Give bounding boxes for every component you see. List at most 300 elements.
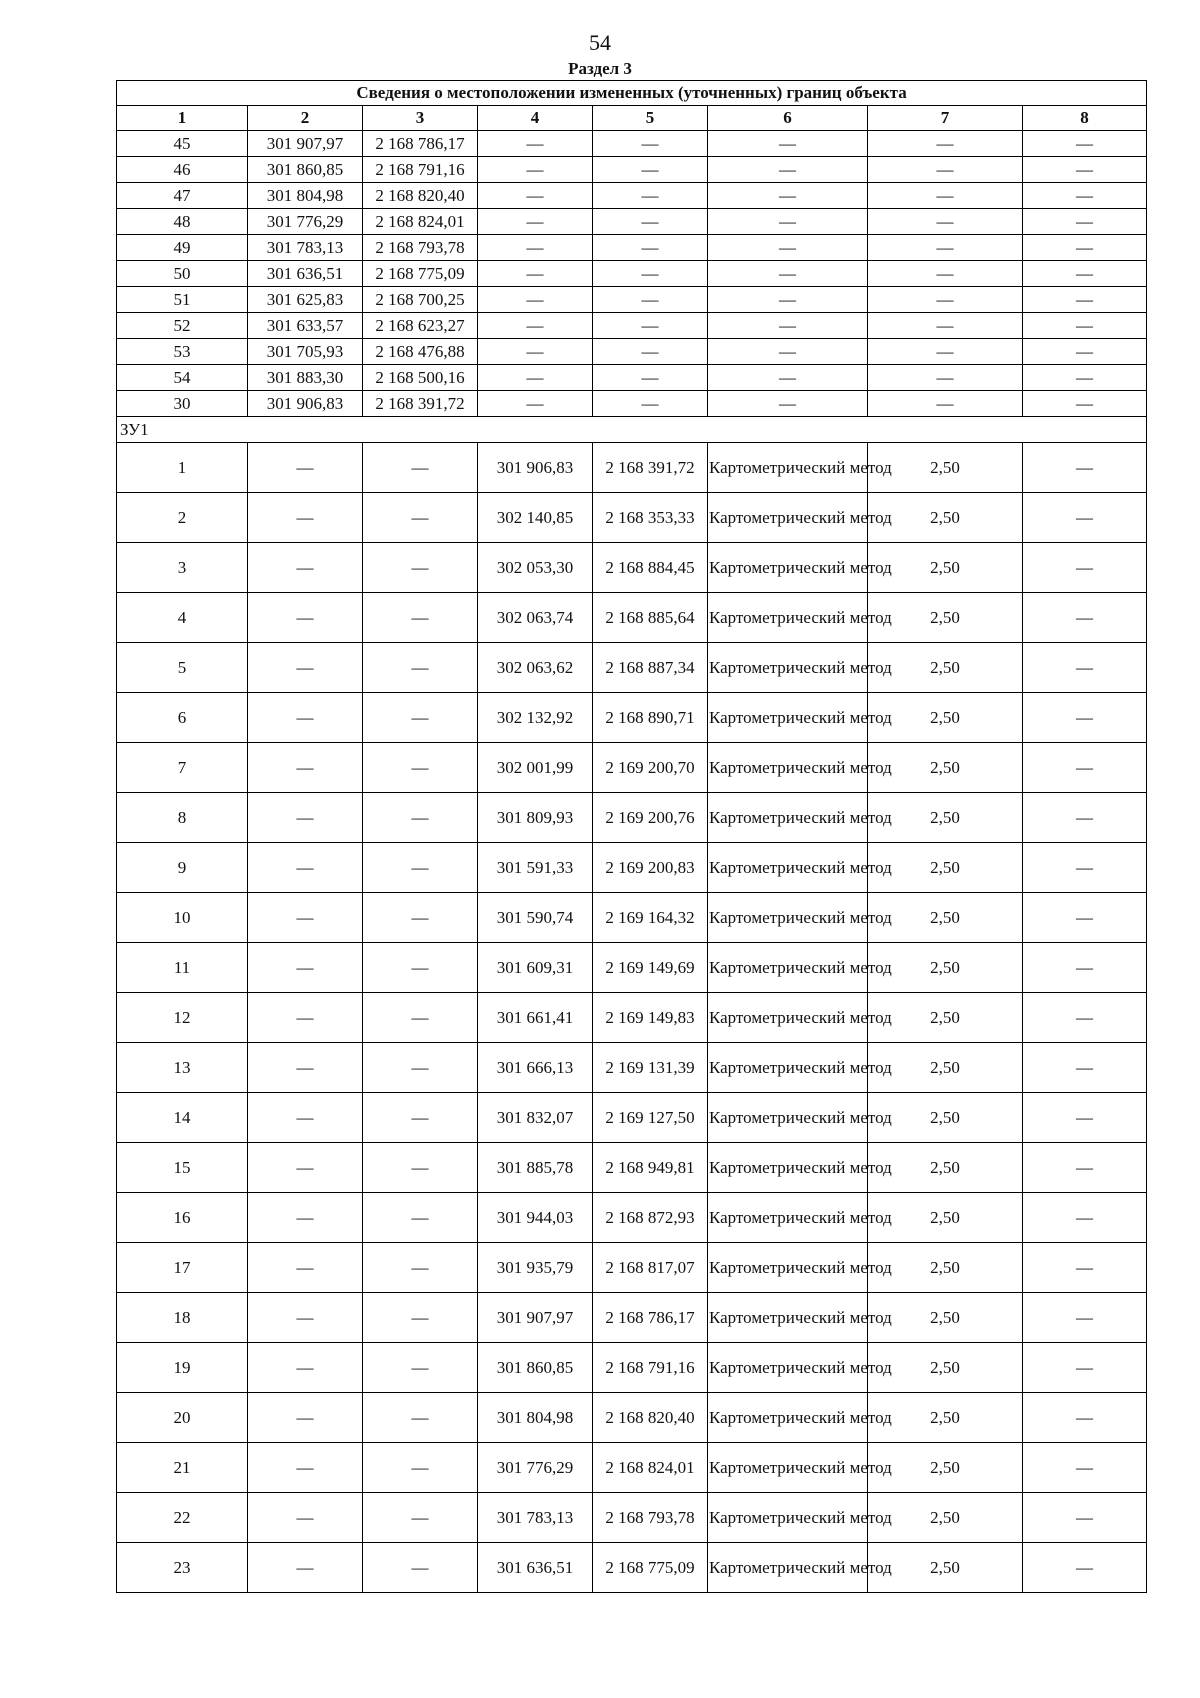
table-cell: — xyxy=(868,261,1023,287)
table-cell: — xyxy=(363,993,478,1043)
table-cell: 51 xyxy=(117,287,248,313)
table-cell: 1 xyxy=(117,443,248,493)
table-row xyxy=(117,1443,1147,1493)
table-cell: 2,50 xyxy=(868,443,1023,493)
table-row xyxy=(117,391,1147,417)
table-cell: — xyxy=(1023,1243,1147,1293)
table-cell: — xyxy=(478,365,593,391)
table-cell: 302 063,74 xyxy=(478,593,593,643)
table-cell: 2 169 127,50 xyxy=(593,1093,708,1143)
table-cell: 22 xyxy=(117,1493,248,1543)
table-row xyxy=(117,543,1147,593)
table-cell: — xyxy=(363,1343,478,1393)
table-cell: — xyxy=(248,443,363,493)
table-cell: — xyxy=(593,365,708,391)
table-cell: 301 776,29 xyxy=(248,209,363,235)
table-cell: 14 xyxy=(117,1093,248,1143)
table-cell: Картометрический метод xyxy=(708,1493,868,1543)
table-cell: — xyxy=(363,1493,478,1543)
table-cell: 301 832,07 xyxy=(478,1093,593,1143)
table-cell: 9 xyxy=(117,843,248,893)
table-cell: — xyxy=(708,235,868,261)
table-cell: 301 633,57 xyxy=(248,313,363,339)
table-row xyxy=(117,1293,1147,1343)
table-cell: 2,50 xyxy=(868,1143,1023,1193)
table-cell: 20 xyxy=(117,1393,248,1443)
table-cell: 302 053,30 xyxy=(478,543,593,593)
table-cell: 2,50 xyxy=(868,843,1023,893)
table-row xyxy=(117,1193,1147,1243)
table-cell: — xyxy=(1023,543,1147,593)
table-cell: — xyxy=(248,1293,363,1343)
table-cell: 301 804,98 xyxy=(248,183,363,209)
table-cell: 17 xyxy=(117,1243,248,1293)
table-cell: 2 168 391,72 xyxy=(593,443,708,493)
table-cell: 2,50 xyxy=(868,1093,1023,1143)
table-cell: 2 xyxy=(117,493,248,543)
table-cell: 301 906,83 xyxy=(478,443,593,493)
table-cell: — xyxy=(363,443,478,493)
table-cell: 301 636,51 xyxy=(478,1543,593,1593)
table-cell: — xyxy=(1023,131,1147,157)
table-cell: — xyxy=(1023,443,1147,493)
table-cell: 2 168 885,64 xyxy=(593,593,708,643)
table-cell: — xyxy=(248,1043,363,1093)
table-cell: — xyxy=(363,593,478,643)
table-cell: — xyxy=(868,183,1023,209)
table-cell: — xyxy=(593,157,708,183)
table-cell: 12 xyxy=(117,993,248,1043)
table-title-row xyxy=(117,81,1147,106)
table-cell: — xyxy=(248,493,363,543)
table-row xyxy=(117,1393,1147,1443)
table-cell: — xyxy=(248,893,363,943)
table-cell: 301 907,97 xyxy=(478,1293,593,1343)
table-row xyxy=(117,209,1147,235)
table-cell: 2,50 xyxy=(868,893,1023,943)
table-cell: 2,50 xyxy=(868,1193,1023,1243)
table-cell: 4 xyxy=(117,593,248,643)
group-label: ЗУ1 xyxy=(117,417,1147,443)
table-cell: 301 666,13 xyxy=(478,1043,593,1093)
table-cell: — xyxy=(868,131,1023,157)
column-header: 1 xyxy=(117,106,248,131)
table-cell: 301 590,74 xyxy=(478,893,593,943)
table-cell: Картометрический метод xyxy=(708,1293,868,1343)
table-cell: 2,50 xyxy=(868,1443,1023,1493)
table-cell: — xyxy=(363,1293,478,1343)
table-cell: 18 xyxy=(117,1293,248,1343)
table-row xyxy=(117,1143,1147,1193)
table-cell: 2,50 xyxy=(868,1493,1023,1543)
table-cell: 3 xyxy=(117,543,248,593)
table-cell: 16 xyxy=(117,1193,248,1243)
table-cell: 2 169 164,32 xyxy=(593,893,708,943)
table-cell: 301 809,93 xyxy=(478,793,593,843)
table-cell: 2,50 xyxy=(868,993,1023,1043)
table-cell: — xyxy=(248,543,363,593)
table-cell: 2 169 149,83 xyxy=(593,993,708,1043)
table-cell: 15 xyxy=(117,1143,248,1193)
table-cell: 2 168 890,71 xyxy=(593,693,708,743)
table-cell: — xyxy=(1023,339,1147,365)
table-cell: — xyxy=(478,131,593,157)
table-cell: 30 xyxy=(117,391,248,417)
table-cell: — xyxy=(868,209,1023,235)
table-cell: Картометрический метод xyxy=(708,493,868,543)
table-cell: 2 169 149,69 xyxy=(593,943,708,993)
table-cell: — xyxy=(1023,743,1147,793)
table-cell: 2,50 xyxy=(868,543,1023,593)
table-row xyxy=(117,643,1147,693)
table-cell: — xyxy=(868,365,1023,391)
table-cell: Картометрический метод xyxy=(708,743,868,793)
column-header: 3 xyxy=(363,106,478,131)
table-row xyxy=(117,287,1147,313)
table-cell: 301 906,83 xyxy=(248,391,363,417)
table-cell: 301 609,31 xyxy=(478,943,593,993)
table-cell: — xyxy=(478,157,593,183)
table-cell: 10 xyxy=(117,893,248,943)
table-row xyxy=(117,443,1147,493)
table-cell: Картометрический метод xyxy=(708,643,868,693)
table-cell: — xyxy=(1023,1543,1147,1593)
table-cell: 2 169 200,83 xyxy=(593,843,708,893)
table-cell: Картометрический метод xyxy=(708,593,868,643)
table-cell: 46 xyxy=(117,157,248,183)
table-cell: 2,50 xyxy=(868,1293,1023,1343)
column-header: 6 xyxy=(708,106,868,131)
table-cell: 301 944,03 xyxy=(478,1193,593,1243)
table-cell: 2 168 791,16 xyxy=(363,157,478,183)
column-header: 4 xyxy=(478,106,593,131)
table-cell: 11 xyxy=(117,943,248,993)
table-row xyxy=(117,943,1147,993)
table-cell: 301 907,97 xyxy=(248,131,363,157)
table-cell: — xyxy=(868,313,1023,339)
table-cell: 2 168 887,34 xyxy=(593,643,708,693)
boundary-coordinates-table xyxy=(116,80,1147,1593)
table-cell: 2 168 775,09 xyxy=(363,261,478,287)
table-cell: — xyxy=(708,261,868,287)
table-cell: Картометрический метод xyxy=(708,1543,868,1593)
table-cell: 301 783,13 xyxy=(478,1493,593,1543)
table-cell: — xyxy=(363,743,478,793)
table-cell: Картометрический метод xyxy=(708,1343,868,1393)
table-cell: Картометрический метод xyxy=(708,443,868,493)
table-cell: Картометрический метод xyxy=(708,993,868,1043)
table-cell: 47 xyxy=(117,183,248,209)
table-cell: — xyxy=(593,183,708,209)
table-cell: — xyxy=(248,593,363,643)
table-row xyxy=(117,131,1147,157)
table-cell: Картометрический метод xyxy=(708,1093,868,1143)
table-cell: 2 168 824,01 xyxy=(363,209,478,235)
table-cell: — xyxy=(363,1193,478,1243)
table-cell: 301 705,93 xyxy=(248,339,363,365)
table-cell: 50 xyxy=(117,261,248,287)
table-cell: — xyxy=(708,365,868,391)
table-cell: — xyxy=(593,339,708,365)
table-cell: — xyxy=(708,183,868,209)
table-cell: — xyxy=(868,391,1023,417)
table-cell: 2,50 xyxy=(868,1393,1023,1443)
table-cell: — xyxy=(363,493,478,543)
table-cell: — xyxy=(248,643,363,693)
table-cell: — xyxy=(1023,235,1147,261)
table-cell: — xyxy=(248,1093,363,1143)
table-cell: — xyxy=(248,1493,363,1543)
table-cell: — xyxy=(1023,261,1147,287)
column-header-row xyxy=(117,106,1147,131)
table-cell: 301 935,79 xyxy=(478,1243,593,1293)
table-cell: — xyxy=(1023,693,1147,743)
table-cell: — xyxy=(1023,1493,1147,1543)
table-cell: — xyxy=(363,1093,478,1143)
table-cell: — xyxy=(248,1443,363,1493)
table-cell: — xyxy=(1023,183,1147,209)
table-cell: — xyxy=(593,261,708,287)
table-cell: 2 169 131,39 xyxy=(593,1043,708,1093)
table-cell: 2,50 xyxy=(868,1043,1023,1093)
table-cell: — xyxy=(1023,993,1147,1043)
table-row xyxy=(117,593,1147,643)
table-cell: — xyxy=(363,543,478,593)
table-cell: — xyxy=(478,183,593,209)
table-cell: — xyxy=(1023,157,1147,183)
table-cell: 49 xyxy=(117,235,248,261)
table-row xyxy=(117,493,1147,543)
table-row xyxy=(117,1093,1147,1143)
table-cell: — xyxy=(1023,1043,1147,1093)
table-row xyxy=(117,693,1147,743)
table-row xyxy=(117,1043,1147,1093)
table-cell: — xyxy=(1023,365,1147,391)
table-cell: 302 063,62 xyxy=(478,643,593,693)
table-cell: Картометрический метод xyxy=(708,943,868,993)
table-cell: Картометрический метод xyxy=(708,793,868,843)
table-cell: 53 xyxy=(117,339,248,365)
table-cell: 301 625,83 xyxy=(248,287,363,313)
table-cell: — xyxy=(1023,493,1147,543)
table-cell: Картометрический метод xyxy=(708,1193,868,1243)
table-cell: 2,50 xyxy=(868,1343,1023,1393)
table-cell: — xyxy=(1023,643,1147,693)
table-row xyxy=(117,1243,1147,1293)
table-cell: — xyxy=(248,1393,363,1443)
table-cell: — xyxy=(1023,1343,1147,1393)
table-cell: 52 xyxy=(117,313,248,339)
table-title: Сведения о местоположении измененных (уточненных) границ объекта xyxy=(117,81,1147,106)
table-cell: — xyxy=(1023,943,1147,993)
table-cell: — xyxy=(708,209,868,235)
table-cell: 2,50 xyxy=(868,643,1023,693)
table-cell: — xyxy=(708,131,868,157)
table-cell: — xyxy=(478,209,593,235)
table-cell: — xyxy=(478,261,593,287)
table-cell: — xyxy=(363,1393,478,1443)
table-cell: — xyxy=(708,287,868,313)
table-row xyxy=(117,893,1147,943)
table-cell: — xyxy=(478,235,593,261)
table-cell: — xyxy=(363,1443,478,1493)
table-cell: 2 168 793,78 xyxy=(363,235,478,261)
table-cell: — xyxy=(478,339,593,365)
table-cell: 2,50 xyxy=(868,743,1023,793)
table-cell: — xyxy=(1023,287,1147,313)
table-cell: — xyxy=(478,313,593,339)
table-cell: — xyxy=(363,1143,478,1193)
table-cell: — xyxy=(248,1243,363,1293)
table-row xyxy=(117,993,1147,1043)
table-cell: 7 xyxy=(117,743,248,793)
table-cell: 2,50 xyxy=(868,593,1023,643)
table-cell: — xyxy=(708,313,868,339)
table-cell: 2 168 884,45 xyxy=(593,543,708,593)
table-cell: 2 169 200,76 xyxy=(593,793,708,843)
table-cell: — xyxy=(708,391,868,417)
table-cell: 2 168 391,72 xyxy=(363,391,478,417)
table-cell: — xyxy=(593,235,708,261)
table-cell: Картометрический метод xyxy=(708,693,868,743)
table-cell: 301 885,78 xyxy=(478,1143,593,1193)
table-cell: 2 168 623,27 xyxy=(363,313,478,339)
table-cell: 301 661,41 xyxy=(478,993,593,1043)
table-cell: Картометрический метод xyxy=(708,893,868,943)
table-cell: — xyxy=(1023,313,1147,339)
table-cell: — xyxy=(1023,1143,1147,1193)
table-cell: 2 168 820,40 xyxy=(363,183,478,209)
table-row xyxy=(117,365,1147,391)
table-cell: — xyxy=(708,339,868,365)
table-cell: 2 168 786,17 xyxy=(593,1293,708,1343)
table-cell: 19 xyxy=(117,1343,248,1393)
table-cell: 2 168 793,78 xyxy=(593,1493,708,1543)
table-cell: 2 168 700,25 xyxy=(363,287,478,313)
table-cell: 2 168 817,07 xyxy=(593,1243,708,1293)
table-cell: 302 001,99 xyxy=(478,743,593,793)
table-cell: — xyxy=(1023,893,1147,943)
section-title: Раздел 3 xyxy=(568,59,632,78)
table-cell: 302 132,92 xyxy=(478,693,593,743)
table-cell: — xyxy=(868,157,1023,183)
table-cell: — xyxy=(248,793,363,843)
column-header: 8 xyxy=(1023,106,1147,131)
table-cell: — xyxy=(363,1243,478,1293)
table-row xyxy=(117,183,1147,209)
table-cell: Картометрический метод xyxy=(708,1443,868,1493)
table-cell: — xyxy=(1023,1293,1147,1343)
table-cell: — xyxy=(363,793,478,843)
table-cell: 2 168 949,81 xyxy=(593,1143,708,1193)
table-cell: — xyxy=(363,893,478,943)
table-cell: 301 591,33 xyxy=(478,843,593,893)
table-row xyxy=(117,261,1147,287)
column-header: 5 xyxy=(593,106,708,131)
table-cell: Картометрический метод xyxy=(708,1143,868,1193)
table-cell: — xyxy=(478,391,593,417)
table-cell: — xyxy=(1023,209,1147,235)
table-cell: — xyxy=(248,693,363,743)
table-cell: 2 168 791,16 xyxy=(593,1343,708,1393)
table-cell: — xyxy=(248,1143,363,1193)
table-cell: — xyxy=(363,693,478,743)
table-cell: 6 xyxy=(117,693,248,743)
table-cell: 2 168 775,09 xyxy=(593,1543,708,1593)
table-cell: — xyxy=(248,1543,363,1593)
table-cell: — xyxy=(1023,843,1147,893)
table-cell: — xyxy=(1023,593,1147,643)
table-cell: Картометрический метод xyxy=(708,843,868,893)
table-cell: — xyxy=(708,157,868,183)
table-row xyxy=(117,157,1147,183)
table-cell: Картометрический метод xyxy=(708,543,868,593)
table-cell: — xyxy=(1023,1193,1147,1243)
table-cell: Картометрический метод xyxy=(708,1243,868,1293)
table-cell: — xyxy=(363,1043,478,1093)
table-cell: — xyxy=(248,993,363,1043)
table-cell: 2 168 500,16 xyxy=(363,365,478,391)
table-cell: — xyxy=(363,643,478,693)
column-header: 7 xyxy=(868,106,1023,131)
table-cell: — xyxy=(868,287,1023,313)
table-cell: 8 xyxy=(117,793,248,843)
table-row xyxy=(117,1493,1147,1543)
table-cell: 2 168 824,01 xyxy=(593,1443,708,1493)
table-cell: — xyxy=(248,1343,363,1393)
table-cell: — xyxy=(593,313,708,339)
table-cell: 21 xyxy=(117,1443,248,1493)
table-cell: 2,50 xyxy=(868,943,1023,993)
table-cell: — xyxy=(868,339,1023,365)
table-cell: 2 168 786,17 xyxy=(363,131,478,157)
table-cell: — xyxy=(248,1193,363,1243)
column-header: 2 xyxy=(248,106,363,131)
table-cell: 2 168 476,88 xyxy=(363,339,478,365)
table-cell: 301 783,13 xyxy=(248,235,363,261)
table-cell: 301 776,29 xyxy=(478,1443,593,1493)
table-cell: — xyxy=(478,287,593,313)
table-cell: — xyxy=(1023,391,1147,417)
table-cell: 2 169 200,70 xyxy=(593,743,708,793)
table-cell: — xyxy=(248,743,363,793)
table-cell: 48 xyxy=(117,209,248,235)
table-row xyxy=(117,1543,1147,1593)
table-row xyxy=(117,313,1147,339)
page-number: 54 xyxy=(589,30,611,55)
table-cell: — xyxy=(593,131,708,157)
table-cell: 301 883,30 xyxy=(248,365,363,391)
table-row xyxy=(117,235,1147,261)
table-cell: — xyxy=(1023,1093,1147,1143)
table-cell: — xyxy=(1023,1443,1147,1493)
group-row xyxy=(117,417,1147,443)
table-cell: 45 xyxy=(117,131,248,157)
table-cell: 301 860,85 xyxy=(248,157,363,183)
table-cell: — xyxy=(1023,1393,1147,1443)
table-cell: 2,50 xyxy=(868,693,1023,743)
table-cell: Картометрический метод xyxy=(708,1043,868,1093)
table-cell: 13 xyxy=(117,1043,248,1093)
table-cell: — xyxy=(363,843,478,893)
table-cell: 2,50 xyxy=(868,1543,1023,1593)
table-cell: — xyxy=(363,943,478,993)
table-cell: — xyxy=(593,209,708,235)
table-cell: 2,50 xyxy=(868,793,1023,843)
table-cell: 301 860,85 xyxy=(478,1343,593,1393)
table-cell: 301 636,51 xyxy=(248,261,363,287)
table-cell: 301 804,98 xyxy=(478,1393,593,1443)
